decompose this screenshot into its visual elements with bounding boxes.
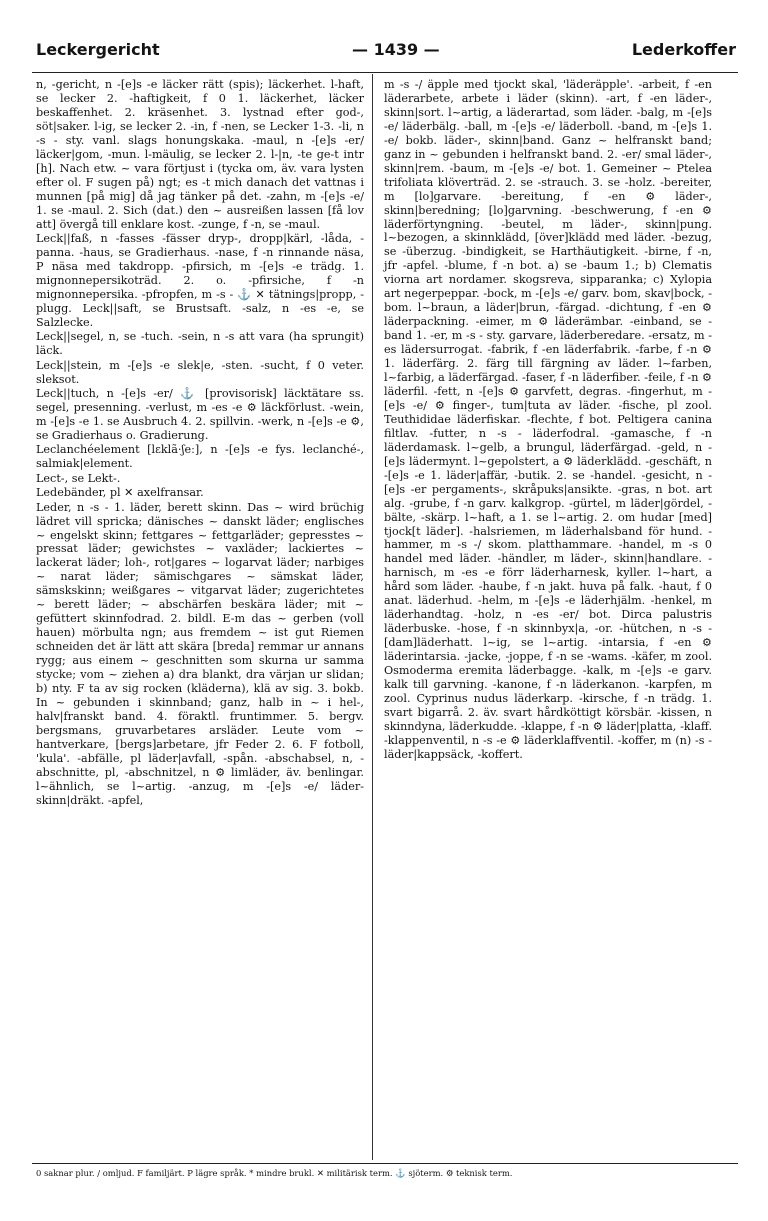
header-left-word: Leckergericht (36, 40, 160, 59)
column-divider (372, 74, 373, 1160)
footer-rule (32, 1163, 738, 1164)
entry-paragraph: Lect-, se Lekt-. (36, 471, 121, 485)
entry-paragraph: Ledebänder, pl ✕ axelfransar. (36, 486, 204, 500)
abbreviation-legend: 0 saknar plur. / omljud. F familjärt. P lägre språk. * mindre brukl. ✕ militärisk term. ⚓ sjöterm. ⚙ teknisk term. (36, 1168, 513, 1178)
entry-paragraph: n, -gericht, n -[e]s -e läcker rätt (spis); läckerhet. l-haft, se lecker 2. -haftigkeit, f 0 1. läckerhet, läcker beskaffenhet. 2. kräsenhet. 3. lystnad efter god-, söt|saker. l-ig, se lecker 2. -in, f -nen, se Lecker 1-3. -li, n -s - sty. vanl. slags honungskaka. -maul, n -[e]s -er/ läcker|gom, -mun. l-mäulig, se lecker 2. l-|n, -te ge-t intr [h]. Nach etw. ~ vara förtjust i (tycka om, äv. vara lysten efter ol. F sugen på) ngt; es -t mich danach det vattnas i munnen [på mig] då jag tänker på det. -zahn, m -[e]s -e/ 1. se -maul. 2. Sich (dat.) den ~ ausreißen lassen [få lov att] övergå till enklare kost. -zunge, f -n, se -maul. (36, 78, 364, 231)
entry-paragraph: Leck||segel, n, se -tuch. -sein, n -s att vara (ha sprungit) läck. (36, 330, 364, 358)
entry-paragraph: m -s -/ äpple med tjockt skal, 'läderäpple'. -arbeit, f -en läderarbete, arbete i läder (skinn). -art, f -en läder-, skinn|sort. l~artig, a läderartad, som läder. -balg, m -[e]s -e/ läderbälg. -ball, m -[e]s -e/ läderboll. -band, m -[e]s 1. -e/ bokb. läder-, skinn|band. Ganz ~ helfranskt band; ganz in ~ gebunden i helfranskt band. 2. -er/ smal läder-, skinn|rem. -baum, m -[e]s -e/ bot. 1. Gemeiner ~ Ptelea trifoliata klöverträd. 2. se -strauch. 3. se -holz. -bereiter, m [lo]garvare. -bereitung, f -en ⚙ läder-, skinn|beredning; [lo]garvning. -beschwerung, f -en ⚙ läderförtyngning. -beutel, m läder-, skinn|pung. l~bezogen, a skinnklädd, [över]klädd med läder. -bezug, se -überzug. -bindigkeit, se Harthäutigkeit. -birne, f -n, jfr -apfel. -blume, f -n bot. a) se -baum 1.; b) Clematis viorna art nordamer. skogsreva, sipparanka; c) Xylopia art negerpeppar. -bock, m -[e]s -e/ garv. bom, skav|bock, -bom. l~braun, a läder|brun, -färgad. -dichtung, f -en ⚙ läderpackning. -eimer, m ⚙ läderämbar. -einband, se -band 1. -er, m -s - sty. garvare, läderberedare. -ersatz, m -es lädersurrogat. -fabrik, f -en läderfabrik. -farbe, f -n ⚙ 1. läderfärg. 2. färg till färgning av läder. l~farben, l~farbig, a läderfärgad. -faser, f -n läderfiber. -feile, f -n ⚙ läderfil. -fett, n -[e]s ⚙ garvfett, degras. -fingerhut, m -[e]s -e/ ⚙ finger-, tum|tuta av läder. -fische, pl zool. Teuthididae läderfiskar. -flechte, f bot. Peltigera canina filtlav. -futter, n -s - läderfodral. -gamasche, f -n läderdamask. l~gelb, a brungul, läderfärgad. -geld, n -[e]s lädermynt. l~gepolstert, a ⚙ läderklädd. -geschäft, n -[e]s -e 1. läder|affär, -butik. 2. se -handel. -gesicht, n -[e]s -er pergaments-, skråpuks|ansikte. -gras, n bot. art alg. -grube, f -n garv. kalkgrop. -gürtel, m läder|gördel, -bälte, -skärp. l~haft, a 1. se l~artig. 2. om hudar [med] tjock[t läder]. -halsriemen, m läderhalsband för hund. -hammer, m -s -/ skom. platthammare. -handel, m -s 0 handel med läder. -händler, m läder-, skinn|handlare. -harnisch, m -es -e förr läderharnesk, kyller. l~hart, a hård som läder. -haube, f -n jakt. huva på falk. -haut, f 0 anat. läderhud. -helm, m -[e]s -e läderhjälm. -henkel, m läderhandtag. -holz, n -es -er/ bot. Dirca palustris läderbuske. -hose, f -n skinnbyx|a, -or. -hütchen, n -s - [dam]läderhatt. l~ig, se l~artig. -intarsia, f -en ⚙ läderintarsia. -jacke, -joppe, f -n se -wams. -käfer, m zool. Osmoderma eremita läderbagge. -kalk, m -[e]s -e garv. kalk till garvning. -kanone, f -n läderkanon. -karpfen, m zool. Cyprinus nudus läderkarp. -kirsche, f -n trädg. 1. svart bigarrå. 2. äv. svart hårdköttigt körsbär. -kissen, n skinndyna, läderkudde. -klappe, f -n ⚙ läder|platta, -klaff. -klappenventil, n -s -e ⚙ läderklaffventil. -koffer, m (n) -s - läder|kappsäck, -koffert. (384, 78, 712, 761)
right-column (384, 78, 712, 762)
entry-paragraph: Leck||stein, m -[e]s -e slek|e, -sten. -sucht, f 0 veter. sleksot. (36, 358, 364, 386)
entry-paragraph: Leck||faß, n -fasses -fässer dryp-, dropp|kärl, -låda, -panna. -haus, se Gradierhaus. -nase, f -n rinnande näsa, P näsa med takdropp. -pfirsich, m -[e]s -e trädg. 1. mignonnepersikoträd. 2. o. -pfirsiche, f -n mignonnepersika. -pfropfen, m -s - ⚓ ✕ tätnings|propp, -plugg. Leck||saft, se Brustsaft. -salz, n -es -e, se Salzlecke. (36, 231, 364, 329)
entry-paragraph: Leck||tuch, n -[e]s -er/ ⚓ [provisorisk] läcktätare ss. segel, presenning. -verlust, m -es -e ⚙ läckförlust. -wein, m -[e]s -e 1. se Ausbruch 4. 2. spillvin. -werk, n -[e]s -e ⚙, se Gradierhaus o. Gradierung. (36, 386, 364, 442)
left-column (36, 78, 364, 808)
page-header (36, 40, 736, 64)
header-right-word: Lederkoffer (631, 40, 736, 59)
entry-paragraph: Leclanchéelement [lɛklã·ʃeː], n -[e]s -e fys. leclanché-, salmiak|element. (36, 443, 364, 471)
page-number: — 1439 — (352, 40, 440, 59)
entry-paragraph: Leder, n -s - 1. läder, berett skinn. Das ~ wird brüchig lädret vill spricka; dänisches ~ danskt läder; englisches ~ engelskt skinn; fettgares ~ fettgarläder; gepresstes ~ pressat läder; gewichstes ~ vaxläder; lackiertes ~ lackerat läder; loh-, rot|gares ~ logarvat läder; narbiges ~ narat läder; sämischgares ~ sämskat läder, sämskskinn; weißgares ~ vitgarvat läder; zugerichtetes ~ berett läder; ~ abschärfen beskära läder; mit ~ gefüttert skinnfodrad. 2. bildl. E-m das ~ gerben (voll hauen) mörbulta ngn; aus fremdem ~ ist gut Riemen schneiden det är lätt att skära [breda] remmar ur annans rygg; aus einem ~ geschnitten som skurna ur samma stycke; vom ~ ziehen a) dra blankt, dra värjan ur slidan; b) nty. F ta av sig rocken (kläderna), klä av sig. 3. bokb. In ~ gebunden i skinnband; ganz, halb in ~ i hel-, halv|franskt band. 4. föraktl. fruntimmer. 5. bergv. bergsmans, gruvarbetares arsläder. Leute vom ~ hantverkare, [bergs]arbetare, jfr Feder 2. 6. F fotboll, 'kula'. -abfälle, pl läder|avfall, -spån. -abschabsel, n, -abschnitte, pl, -abschnitzel, n ⚙ limläder, äv. benlingar. l~ähnlich, se l~artig. -anzug, m -[e]s -e/ läder- skinn|dräkt. -apfel, (36, 500, 364, 807)
header-rule (32, 72, 738, 73)
